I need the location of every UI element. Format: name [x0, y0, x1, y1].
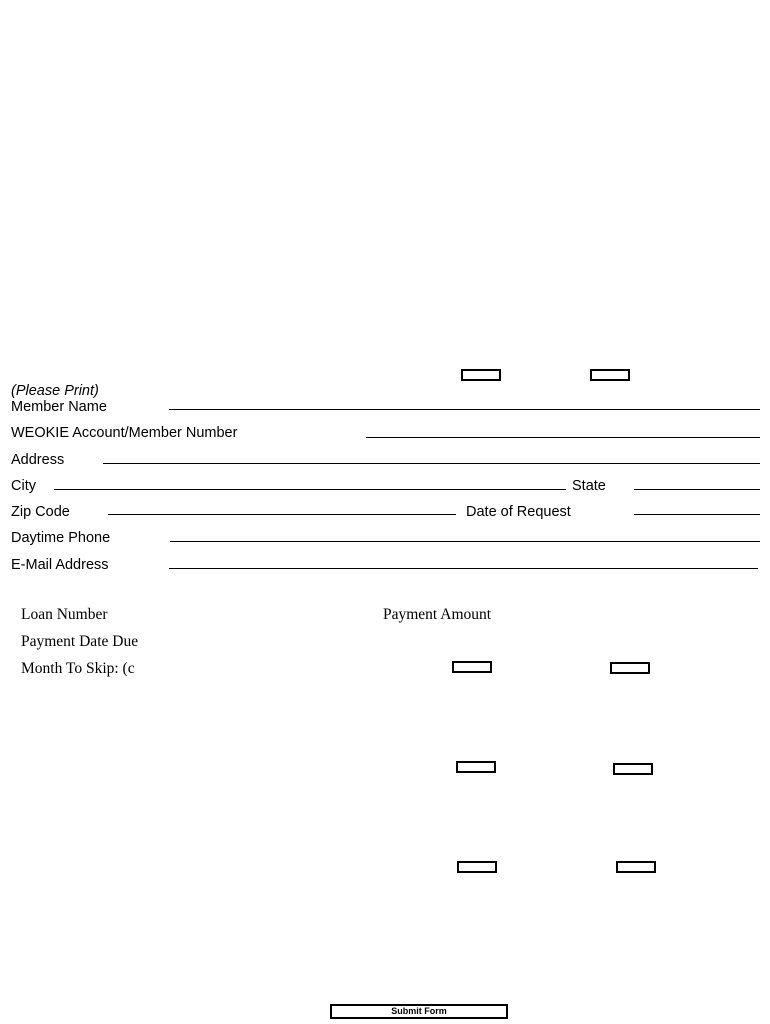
city-label: City — [11, 478, 36, 494]
loan-checkbox-row1-right[interactable] — [610, 662, 650, 674]
submit-form-button[interactable]: Submit Form — [330, 1004, 508, 1019]
address-label: Address — [11, 452, 65, 468]
loan-checkbox-row2-left[interactable] — [456, 761, 496, 773]
zip-code-field[interactable] — [108, 514, 456, 515]
account-number-field[interactable] — [366, 437, 760, 438]
daytime-phone-label: Daytime Phone — [11, 530, 111, 546]
date-of-request-field[interactable] — [634, 514, 760, 515]
top-checkbox-2[interactable] — [590, 369, 630, 381]
zip-code-label: Zip Code — [11, 504, 70, 520]
address-field[interactable] — [103, 463, 760, 464]
month-to-skip-label: Month To Skip: (c — [21, 660, 135, 677]
top-checkbox-1[interactable] — [461, 369, 501, 381]
loan-checkbox-row3-right[interactable] — [616, 861, 656, 873]
city-field[interactable] — [54, 489, 566, 490]
loan-number-label: Loan Number — [21, 606, 108, 623]
email-address-label: E-Mail Address — [11, 557, 109, 573]
date-of-request-label: Date of Request — [466, 504, 571, 520]
state-field[interactable] — [634, 489, 760, 490]
member-name-field[interactable] — [169, 409, 760, 410]
member-name-label: Member Name — [11, 399, 107, 415]
loan-checkbox-row1-left[interactable] — [452, 661, 492, 673]
state-label: State — [572, 478, 606, 494]
payment-amount-label: Payment Amount — [383, 606, 492, 623]
email-address-field[interactable] — [169, 568, 758, 569]
loan-checkbox-row3-left[interactable] — [457, 861, 497, 873]
daytime-phone-field[interactable] — [170, 541, 760, 542]
account-number-label: WEOKIE Account/Member Number — [11, 425, 238, 441]
payment-date-due-label: Payment Date Due — [21, 633, 139, 650]
loan-checkbox-row2-right[interactable] — [613, 763, 653, 775]
please-print-note: (Please Print) — [11, 383, 99, 399]
